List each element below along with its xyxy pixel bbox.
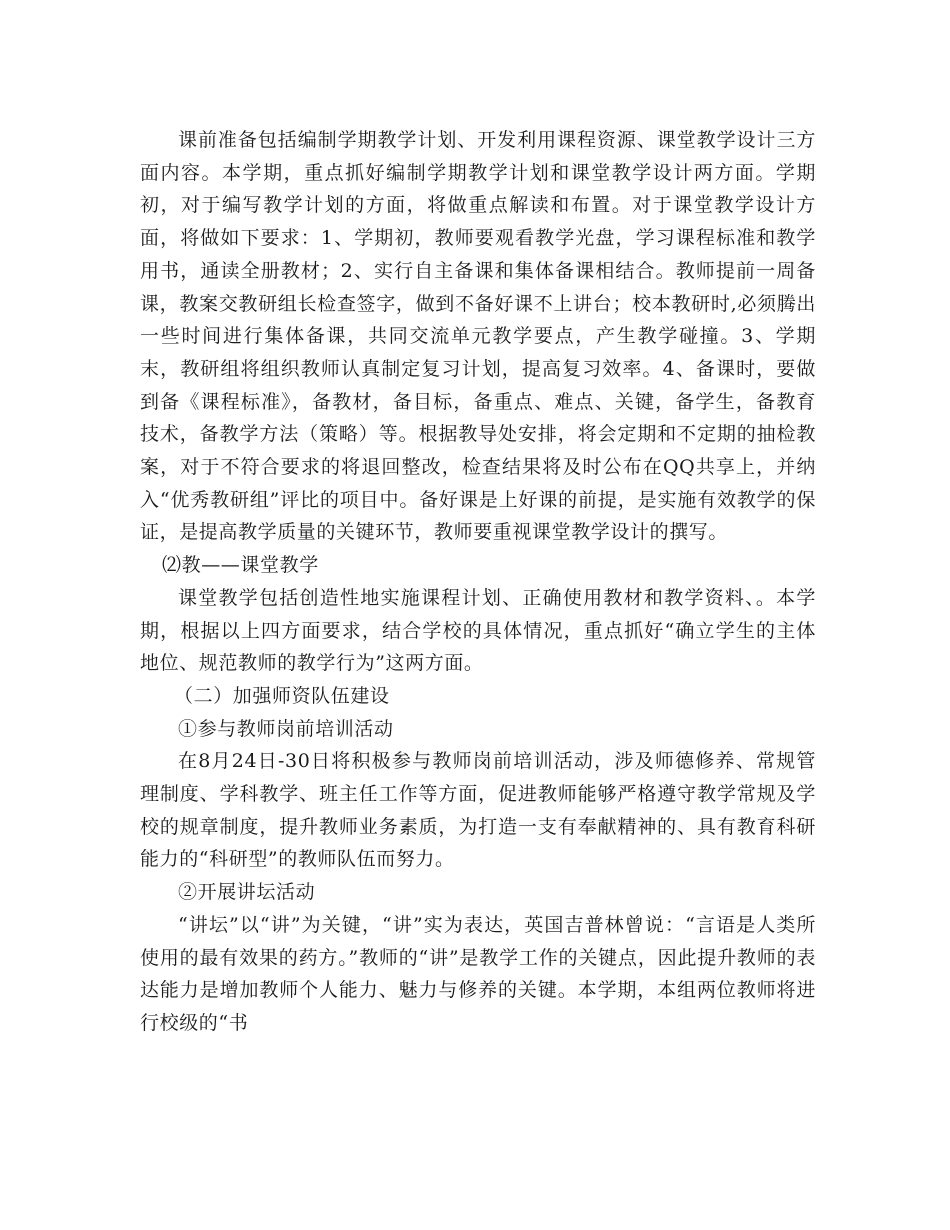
heading-lecture-forum: ②开展讲坛活动 <box>178 881 316 904</box>
heading-pre-job-training: ①参与教师岗前培训活动 <box>178 717 394 740</box>
paragraph-pre-job-training: 在8月24日-30日将积极参与教师岗前培训活动，涉及师德修养、常规管理制度、学科教学、班主任工作等方面，促进教师能够严格遵守教学常规及学校的规章制度，提升教师业务素质，为打造一支有奉献精神的、具有教育科研能力的“科研型”的教师队伍而努力。 <box>140 750 816 871</box>
paragraph-classroom-teaching: 课堂教学包括创造性地实施课程计划、正确使用教材和教学资料、。本学期，根据以上四方面要求，结合学校的具体情况，重点抓好“确立学生的主体地位、规范教师的教学行为”这两方面。 <box>140 586 816 675</box>
paragraph-lesson-preparation: 课前准备包括编制学期教学计划、开发利用课程资源、课堂教学设计三方面内容。本学期，重点抓好编制学期教学计划和课堂教学设计两方面。学期初，对于编写教学计划的方面，将做重点解读和布置。对于课堂教学设计方面，将做如下要求：1、学期初，教师要观看教学光盘，学习课程标准和教学用书，通读全册教材；2、实行自主备课和集体备课相结合。教师提前一周备课，教案交教研组长检查签字，做到不备好课不上讲台；校本教研时,必须腾出一些时间进行集体备课，共同交流单元教学要点，产生教学碰撞。3、学期末，教研组将组织教师认真制定复习计划，提高复习效率。4、备课时，要做到备《课程标准》，备教材，备目标，备重点、难点、关键，备学生，备教育技术，备教学方法（策略）等。根据教导处安排，将会定期和不定期的抽检教案，对于不符合要求的将退回整改，检查结果将及时公布在QQ共享上，并纳入“优秀教研组”评比的项目中。备好课是上好课的前提，是实施有效教学的保证，是提高教学质量的关键环节，教师要重视课堂教学设计的撰写。 <box>140 129 816 544</box>
document-body <box>140 124 816 1040</box>
paragraph-lecture-forum: “讲坛”以“讲”为关键，“讲”实为表达，英国吉普林曾说：“言语是人类所使用的最有效果的药方。”教师的“讲”是教学工作的关键点，因此提升教师的表达能力是增加教师个人能力、魅力与修养的关键。本学期，本组两位教师将进行校级的“书 <box>140 913 816 1034</box>
heading-teacher-team-building: （二）加强师资队伍建设 <box>174 684 390 707</box>
heading-classroom-teaching: ⑵教——课堂教学 <box>162 554 319 577</box>
